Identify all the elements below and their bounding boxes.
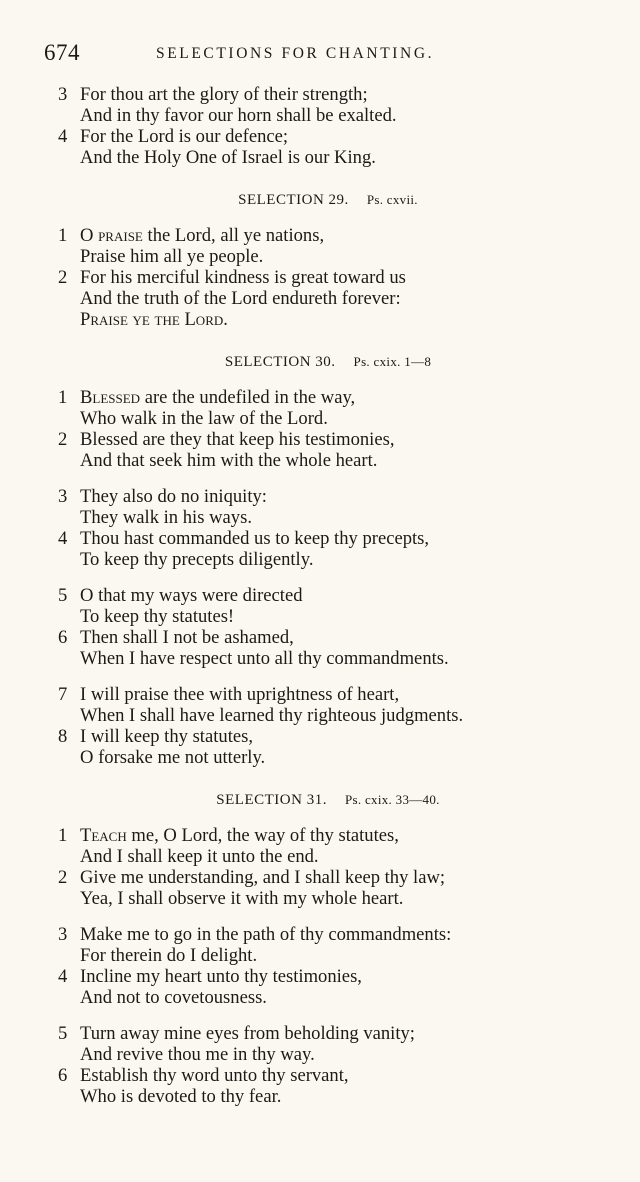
verse-text: Who is devoted to thy fear. <box>80 1086 282 1107</box>
psalm-reference: Ps. cxix. 33—40. <box>344 792 440 807</box>
verse-text: For his merciful kindness is great toward us <box>80 267 406 288</box>
verse-line <box>80 1086 618 1107</box>
verse-text: To keep thy precepts diligently. <box>80 549 314 570</box>
verse-number: 1 <box>58 387 68 408</box>
verse-line <box>80 408 618 429</box>
small-caps-text: Praise ye the Lord. <box>80 309 228 330</box>
small-caps-text: Blessed <box>80 387 141 408</box>
verse <box>58 486 618 528</box>
page-number: 674 <box>44 40 80 65</box>
verse-line <box>80 507 618 528</box>
verse <box>58 225 618 267</box>
verse <box>58 867 618 909</box>
verse-line <box>80 726 618 747</box>
verse-line <box>80 1023 618 1044</box>
verse-number: 5 <box>58 1023 68 1044</box>
verse-line <box>80 528 618 549</box>
verse-line <box>80 105 618 126</box>
verse-text: And revive thou me in thy way. <box>80 1044 315 1065</box>
verse-text: Turn away mine eyes from beholding vanity; <box>80 1023 415 1044</box>
verse-text: For thou art the glory of their strength; <box>80 84 368 105</box>
verse-line <box>80 966 618 987</box>
verse-text: When I shall have learned thy righteous judgments. <box>80 705 464 726</box>
verse-number: 2 <box>58 867 68 888</box>
verse-line <box>80 1065 618 1086</box>
verse <box>58 528 618 570</box>
verse-text: Incline my heart unto thy testimonies, <box>80 966 362 987</box>
verse-text: And I shall keep it unto the end. <box>80 846 319 867</box>
verse-line <box>80 549 618 570</box>
selection-heading <box>58 192 598 209</box>
verse-number: 3 <box>58 924 68 945</box>
verse-text: And not to covetousness. <box>80 987 267 1008</box>
verse-line <box>80 225 618 246</box>
verse-text: When I have respect unto all thy commandments. <box>80 648 449 669</box>
verse-number: 3 <box>58 486 68 507</box>
verse-text: And in thy favor our horn shall be exalted. <box>80 105 397 126</box>
verse-number: 4 <box>58 528 68 549</box>
selection-title: SELECTION 30. <box>224 354 336 370</box>
verse <box>58 627 618 669</box>
verse-text: Yea, I shall observe it with my whole heart. <box>80 888 404 909</box>
selection-heading <box>58 792 598 809</box>
running-head: SELECTIONS FOR CHANTING. <box>156 45 435 62</box>
page-body <box>58 84 618 1107</box>
verse-text: They walk in his ways. <box>80 507 252 528</box>
verse-text: They also do no iniquity: <box>80 486 267 507</box>
verse-line <box>80 1044 618 1065</box>
verse-line <box>80 429 618 450</box>
verse <box>58 585 618 627</box>
verse-line <box>80 684 618 705</box>
verse-number: 6 <box>58 627 68 648</box>
verse-text: the Lord, all ye nations, <box>142 225 325 246</box>
verse <box>58 1065 618 1107</box>
verse-text: I will keep thy statutes, <box>80 726 253 747</box>
verse-line <box>80 945 618 966</box>
verse-number: 7 <box>58 684 68 705</box>
verse-number: 2 <box>58 429 68 450</box>
verse-line <box>80 147 618 168</box>
stanza-gap <box>58 471 618 486</box>
verse-text: I will praise thee with uprightness of heart, <box>80 684 400 705</box>
verse-text: For the Lord is our defence; <box>80 126 289 147</box>
verse <box>58 387 618 429</box>
verse-number: 8 <box>58 726 68 747</box>
verse-line <box>80 450 618 471</box>
verse <box>58 126 618 168</box>
verse-line <box>80 387 618 408</box>
verse-line <box>80 924 618 945</box>
verse-number: 4 <box>58 966 68 987</box>
verse <box>58 825 618 867</box>
verse-line <box>80 246 618 267</box>
psalm-reference: Ps. cxvii. <box>366 192 418 207</box>
stanza-gap <box>58 669 618 684</box>
verse-line <box>80 627 618 648</box>
verse-line <box>80 288 618 309</box>
verse-line <box>80 846 618 867</box>
verse-text: Then shall I not be ashamed, <box>80 627 294 648</box>
selection-title: SELECTION 29. <box>238 192 349 208</box>
verse-line <box>80 987 618 1008</box>
verse-text: Praise him all ye people. <box>80 246 264 267</box>
verse-text: Who walk in the law of the Lord. <box>80 408 328 429</box>
verse-line <box>80 585 618 606</box>
stanza-gap <box>58 570 618 585</box>
verse-text: Give me understanding, and I shall keep thy law; <box>80 867 446 888</box>
verse-number: 2 <box>58 267 68 288</box>
verse <box>58 84 618 126</box>
small-caps-text: Teach <box>80 825 127 846</box>
verse-line <box>80 84 618 105</box>
page-header <box>44 40 604 70</box>
verse-text: For therein do I delight. <box>80 945 258 966</box>
verse-text: Thou hast commanded us to keep thy precepts, <box>80 528 430 549</box>
verse-line <box>80 486 618 507</box>
stanza-gap <box>58 909 618 924</box>
verse-text: are the undefiled in the way, <box>140 387 356 408</box>
verse <box>58 966 618 1008</box>
verse <box>58 726 618 768</box>
verse-text: To keep thy statutes! <box>80 606 235 627</box>
verse-line <box>80 705 618 726</box>
stanza-gap <box>58 1008 618 1023</box>
verse-text: Establish thy word unto thy servant, <box>80 1065 349 1086</box>
verse-line <box>80 309 618 330</box>
verse-text: O forsake me not utterly. <box>80 747 266 768</box>
verse-number: 1 <box>58 225 68 246</box>
verse-number: 4 <box>58 126 68 147</box>
small-caps-text: O praise <box>80 225 143 246</box>
verse-number: 3 <box>58 84 68 105</box>
verse-text: Make me to go in the path of thy commandments: <box>80 924 452 945</box>
verse-number: 5 <box>58 585 68 606</box>
verse-text: me, O Lord, the way of thy statutes, <box>126 825 399 846</box>
verse-line <box>80 648 618 669</box>
verse-line <box>80 606 618 627</box>
verse <box>58 924 618 966</box>
verse <box>58 267 618 330</box>
selection-heading <box>58 354 598 371</box>
verse-text: Blessed are they that keep his testimonies, <box>80 429 395 450</box>
verse-line <box>80 747 618 768</box>
verse-text: And that seek him with the whole heart. <box>80 450 378 471</box>
verse-number: 6 <box>58 1065 68 1086</box>
selection-title: SELECTION 31. <box>216 792 327 808</box>
verse-text: O that my ways were directed <box>80 585 303 606</box>
verse-text: And the truth of the Lord endureth forever: <box>80 288 401 309</box>
verse-line <box>80 126 618 147</box>
psalm-reference: Ps. cxix. 1—8 <box>353 354 432 369</box>
verse <box>58 429 618 471</box>
verse-line <box>80 825 618 846</box>
verse-line <box>80 267 618 288</box>
verse-line <box>80 867 618 888</box>
verse-number: 1 <box>58 825 68 846</box>
verse <box>58 684 618 726</box>
verse <box>58 1023 618 1065</box>
verse-line <box>80 888 618 909</box>
verse-text: And the Holy One of Israel is our King. <box>80 147 376 168</box>
